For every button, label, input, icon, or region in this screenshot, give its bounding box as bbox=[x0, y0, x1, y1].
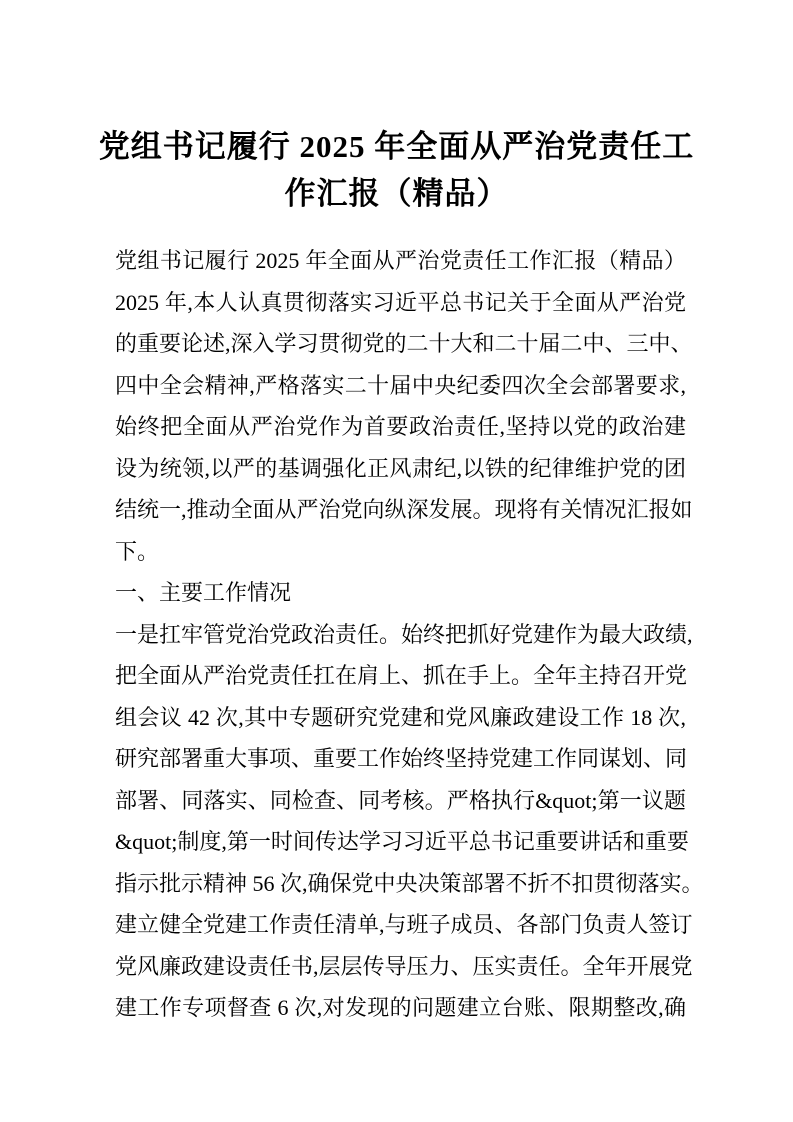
text-line: 始终把全面从严治党作为首要政治责任,坚持以党的政治建 bbox=[115, 414, 686, 439]
document-title bbox=[56, 123, 737, 217]
text-line: 把全面从严治党责任扛在肩上、抓在手上。全年主持召开党 bbox=[115, 663, 688, 688]
text-line: 的重要论述,深入学习贯彻党的二十大和二十届二中、三中、 bbox=[115, 331, 693, 356]
text-line: 建工作专项督查 6 次,对发现的问题建立台账、限期整改,确 bbox=[115, 995, 686, 1020]
text-line: 下。 bbox=[115, 538, 160, 564]
text-line: 结统一,推动全面从严治党向纵深发展。现将有关情况汇报如 bbox=[115, 497, 693, 522]
text-line: 部署、同落实、同检查、同考核。严格执行&quot;第一议题 bbox=[115, 787, 686, 813]
text-line: 党组书记履行 2025 年全面从严治党责任工作汇报（精品） bbox=[115, 248, 686, 273]
title-line-2: 作汇报（精品） bbox=[284, 176, 509, 211]
text-line: 党风廉政建设责任书,层层传导压力、压实责任。全年开展党 bbox=[115, 953, 693, 979]
text-line: 建立健全党建工作责任清单,与班子成员、各部门负责人签订 bbox=[115, 912, 693, 937]
section-heading: 一、主要工作情况 bbox=[115, 580, 292, 605]
text-line: 一是扛牢管党治党政治责任。始终把抓好党建作为最大政绩, bbox=[115, 621, 693, 647]
document-body bbox=[115, 240, 704, 1029]
text-line: 研究部署重大事项、重要工作始终坚持党建工作同谋划、同 bbox=[115, 746, 688, 771]
text-line: 四中全会精神,严格落实二十届中央纪委四次全会部署要求, bbox=[115, 372, 686, 398]
text-line: 组会议 42 次,其中专题研究党建和党风廉政建设工作 18 次, bbox=[115, 704, 686, 730]
text-line: 设为统领,以严的基调强化正风肃纪,以铁的纪律维护党的团 bbox=[115, 455, 686, 481]
text-line: 2025 年,本人认真贯彻落实习近平总书记关于全面从严治党 bbox=[115, 289, 686, 315]
text-line: &quot;制度,第一时间传达学习习近平总书记重要讲话和重要 bbox=[115, 829, 689, 854]
text-line: 指示批示精神 56 次,确保党中央决策部署不折不扣贯彻落实。 bbox=[115, 870, 704, 896]
title-line-1: 党组书记履行 2025 年全面从严治党责任工 bbox=[98, 129, 695, 164]
